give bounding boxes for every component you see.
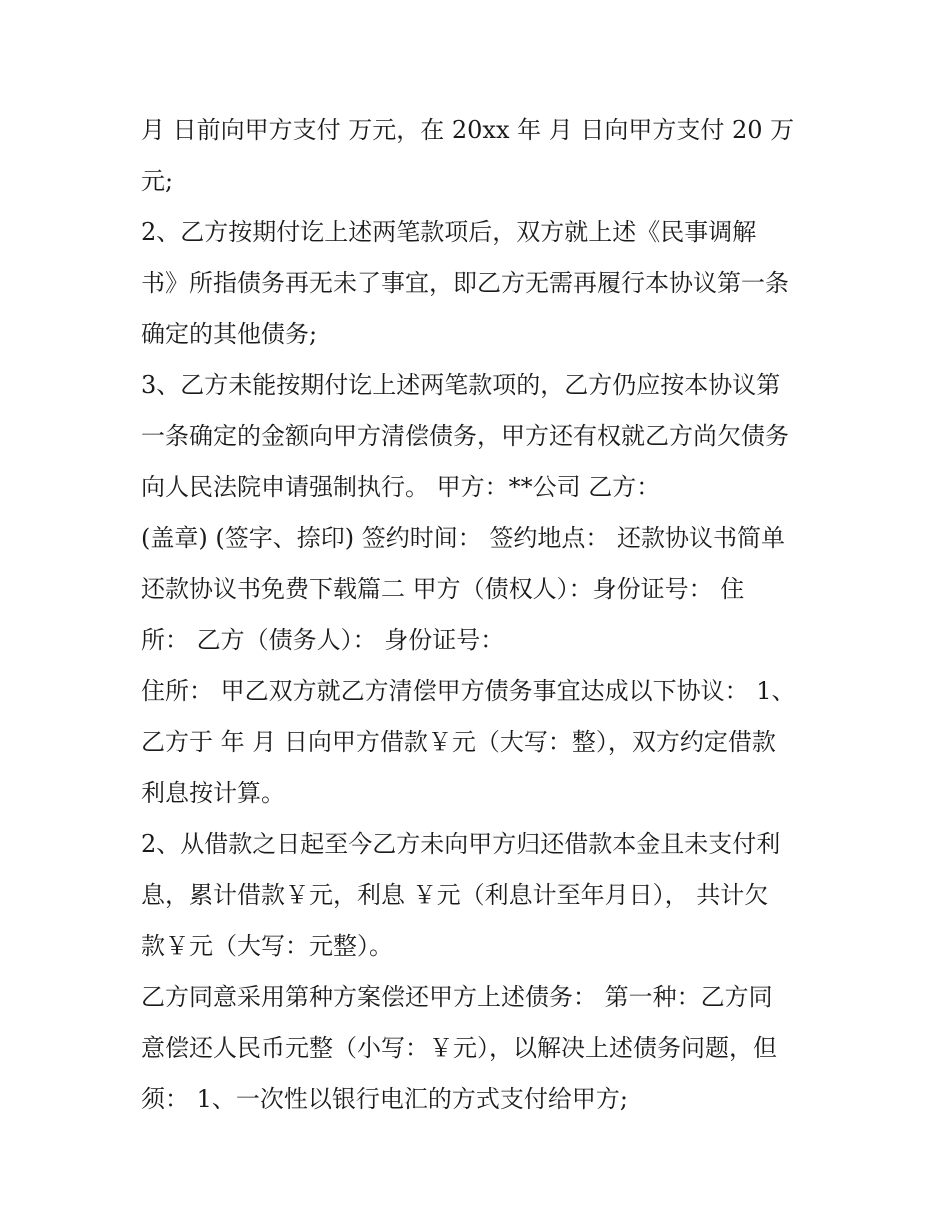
text-line: 确定的其他债务; (141, 320, 318, 348)
text-line: 月 日前向甲方支付 万元，在 20xx 年 月 日向甲方支付 20 万 (141, 116, 795, 144)
text-line: 一条确定的金额向甲方清偿债务，甲方还有权就乙方尚欠债务 (141, 422, 789, 450)
text-line: 款￥元（大写：元整）。 (141, 932, 393, 960)
text-line: 向人民法院申请强制执行。 甲方：**公司 乙方： (141, 473, 661, 501)
text-line: 所： 乙方（债务人）： 身份证号： (141, 626, 505, 654)
text-line: 意偿还人民币元整（小写：￥元），以解决上述债务问题，但 (141, 1034, 777, 1062)
text-line: 利息按计算。 (141, 779, 285, 807)
text-line: 须： 1、一次性以银行电汇的方式支付给甲方; (141, 1085, 628, 1113)
text-line: 息，累计借款￥元，利息 ￥元（利息计至年月日）， 共计欠 (141, 881, 769, 909)
text-line: 元; (141, 167, 174, 195)
text-line: 乙方同意采用第种方案偿还甲方上述债务： 第一种：乙方同 (141, 983, 773, 1011)
text-line: 乙方于 年 月 日向甲方借款￥元（大写：整），双方约定借款 (141, 728, 776, 756)
document-body (141, 105, 821, 1125)
text-line: 2、乙方按期付讫上述两笔款项后，双方就上述《民事调解 (141, 218, 757, 246)
text-line: 还款协议书免费下载篇二 甲方（债权人）：身份证号： 住 (141, 575, 745, 603)
text-line: (盖章) (签字、捺印) 签约时间： 签约地点： 还款协议书简单 (141, 524, 785, 552)
text-line: 2、从借款之日起至今乙方未向甲方归还借款本金且未支付利 (141, 830, 781, 858)
text-line: 住所： 甲乙双方就乙方清偿甲方债务事宜达成以下协议： 1、 (141, 677, 796, 705)
text-line: 3、乙方未能按期付讫上述两笔款项的，乙方仍应按本协议第 (141, 371, 781, 399)
text-line: 书》所指债务再无未了事宜，即乙方无需再履行本协议第一条 (141, 269, 789, 297)
